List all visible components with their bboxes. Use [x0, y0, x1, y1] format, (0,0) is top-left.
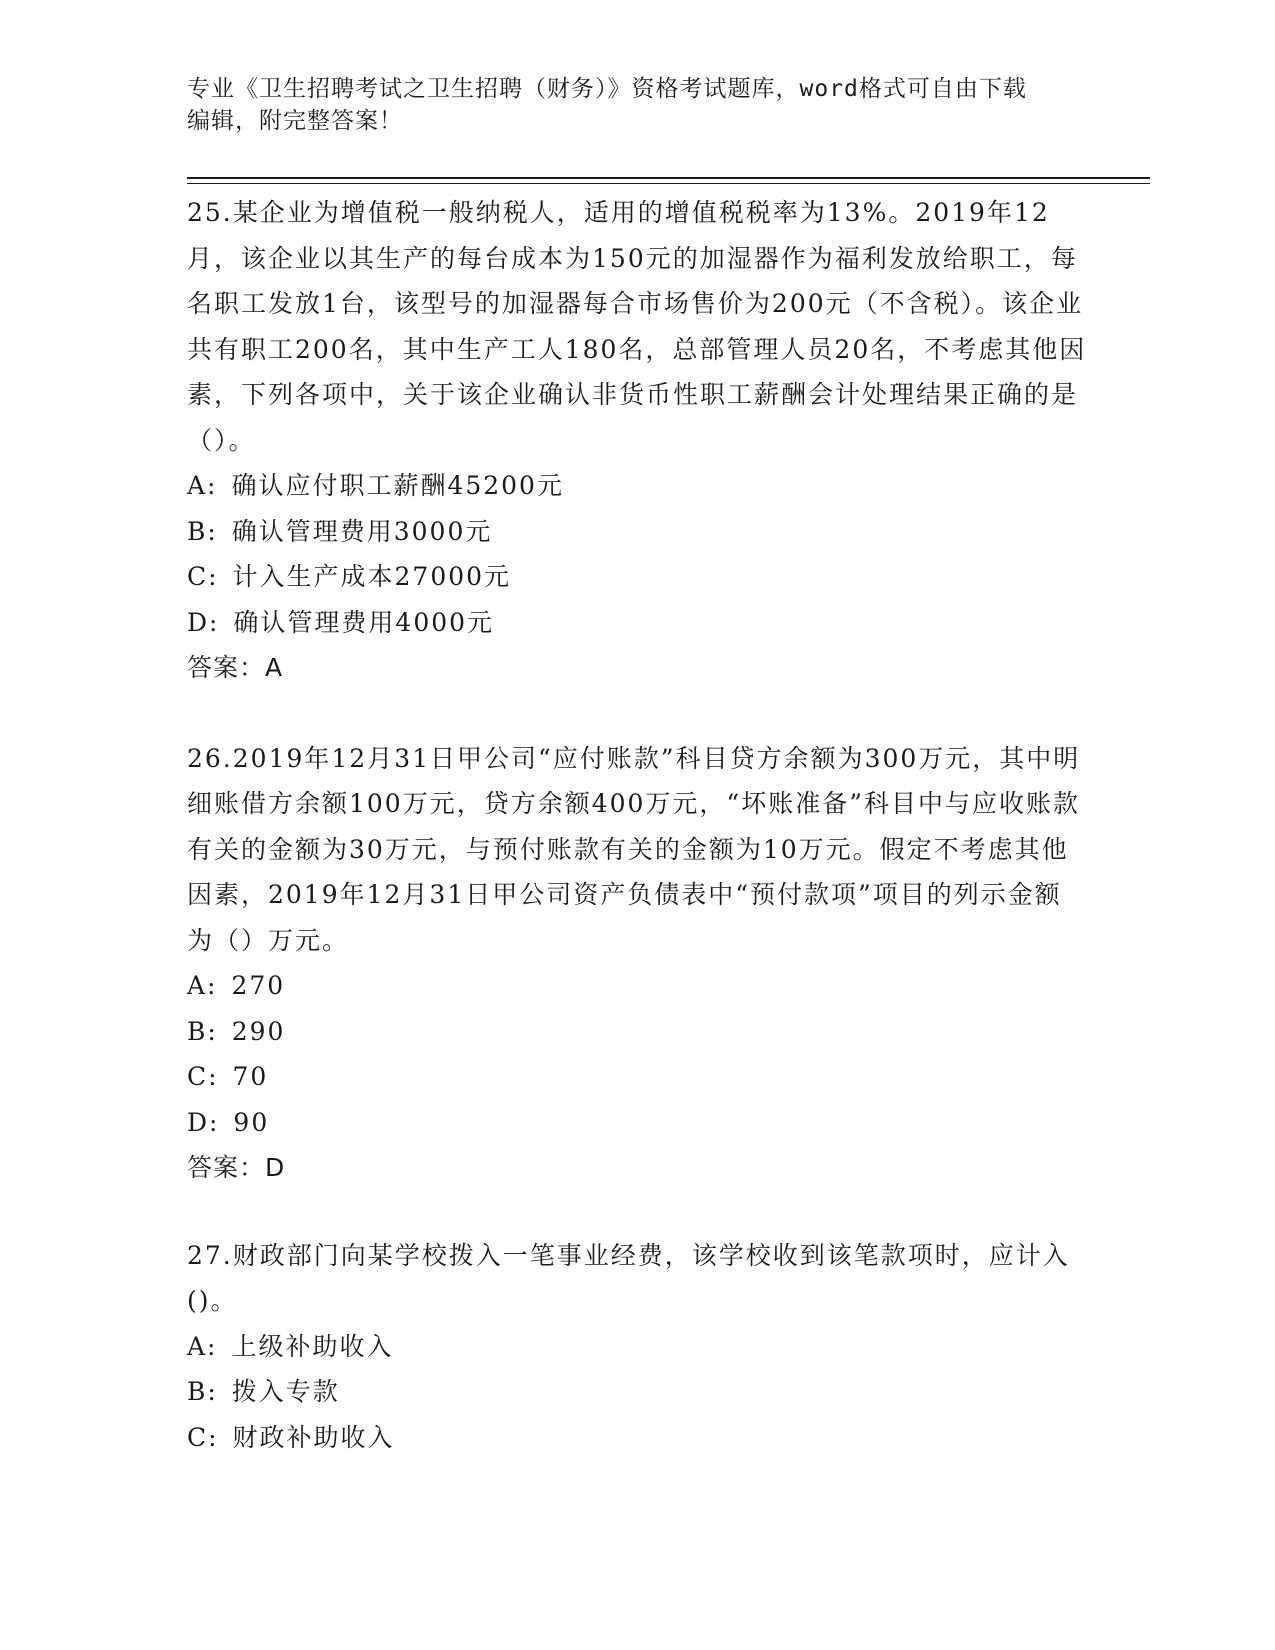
question-27	[187, 1233, 1087, 1461]
option-letter: C:	[187, 562, 219, 591]
option-text: 270	[231, 971, 286, 1000]
option-b	[187, 509, 1087, 555]
option-a	[187, 963, 1087, 1009]
header-line-1: 专业《卫生招聘考试之卫生招聘（财务）》资格考试题库，word格式可自由下载	[187, 76, 1027, 102]
document-header	[187, 73, 1087, 137]
answer-line: 答案：A	[187, 653, 284, 682]
option-d	[187, 1100, 1087, 1146]
option-letter: B:	[187, 1016, 218, 1046]
option-text: 90	[233, 1107, 270, 1137]
option-letter: A:	[187, 471, 218, 500]
option-b	[187, 1369, 1087, 1415]
spacer	[187, 1191, 1087, 1233]
question-25	[187, 190, 1087, 691]
answer-line: 答案：D	[187, 1153, 286, 1182]
option-letter: B:	[187, 516, 218, 546]
option-text: 计入生产成本27000元	[232, 562, 512, 591]
option-text: 确认管理费用4000元	[233, 607, 495, 637]
option-text: 上级补助收入	[231, 1331, 394, 1361]
option-d	[187, 600, 1087, 646]
spacer	[187, 691, 1087, 736]
option-text: 确认应付职工薪酬45200元	[231, 471, 564, 500]
option-letter: C:	[187, 1062, 219, 1091]
question-text: 27.财政部门向某学校拨入一笔事业经费，该学校收到该笔款项时，应计入()。	[187, 1240, 1070, 1315]
option-text: 财政补助收入	[232, 1422, 395, 1452]
option-c	[187, 1415, 1087, 1461]
option-text: 70	[232, 1062, 269, 1091]
header-divider-thin	[187, 183, 1150, 184]
option-text: 确认管理费用3000元	[231, 516, 493, 546]
option-c	[187, 554, 1087, 600]
option-letter: A:	[187, 971, 218, 1000]
option-letter: D:	[187, 607, 220, 637]
option-letter: C:	[187, 1422, 219, 1452]
question-text: 25.某企业为增值税一般纳税人，适用的增值税税率为13%。2019年12月，该企业以其生产的每台成本为150元的加湿器作为福利发放给职工，每名职工发放1台，该型号的加湿器每合市场售价为200元（不含税）。该企业共有职工200名，其中生产工人180名，总部管理人员20名，不考虑其他因素，下列各项中，关于该企业确认非货币性职工薪酬会计处理结果正确的是（）。	[187, 198, 1087, 455]
option-letter: D:	[187, 1107, 220, 1137]
option-a	[187, 463, 1087, 509]
option-letter: B:	[187, 1377, 218, 1406]
option-text: 拨入专款	[231, 1377, 340, 1406]
question-list	[187, 190, 1087, 1460]
option-c	[187, 1054, 1087, 1100]
question-text: 26.2019年12月31日甲公司“应付账款”科目贷方余额为300万元，其中明细账借方余额100万元，贷方余额400万元，“坏账准备”科目中与应收账款有关的金额为30万元，与预付账款有关的金额为10万元。假定不考虑其他因素，2019年12月31日甲公司资产负债表中“预付款项”项目的列示金额为（）万元。	[187, 743, 1081, 955]
question-26	[187, 736, 1087, 1191]
option-letter: A:	[187, 1331, 218, 1361]
option-a	[187, 1324, 1087, 1370]
header-line-2: 编辑，附完整答案！	[187, 108, 403, 134]
header-divider-thick	[187, 177, 1150, 179]
option-text: 290	[231, 1016, 286, 1046]
option-b	[187, 1009, 1087, 1055]
